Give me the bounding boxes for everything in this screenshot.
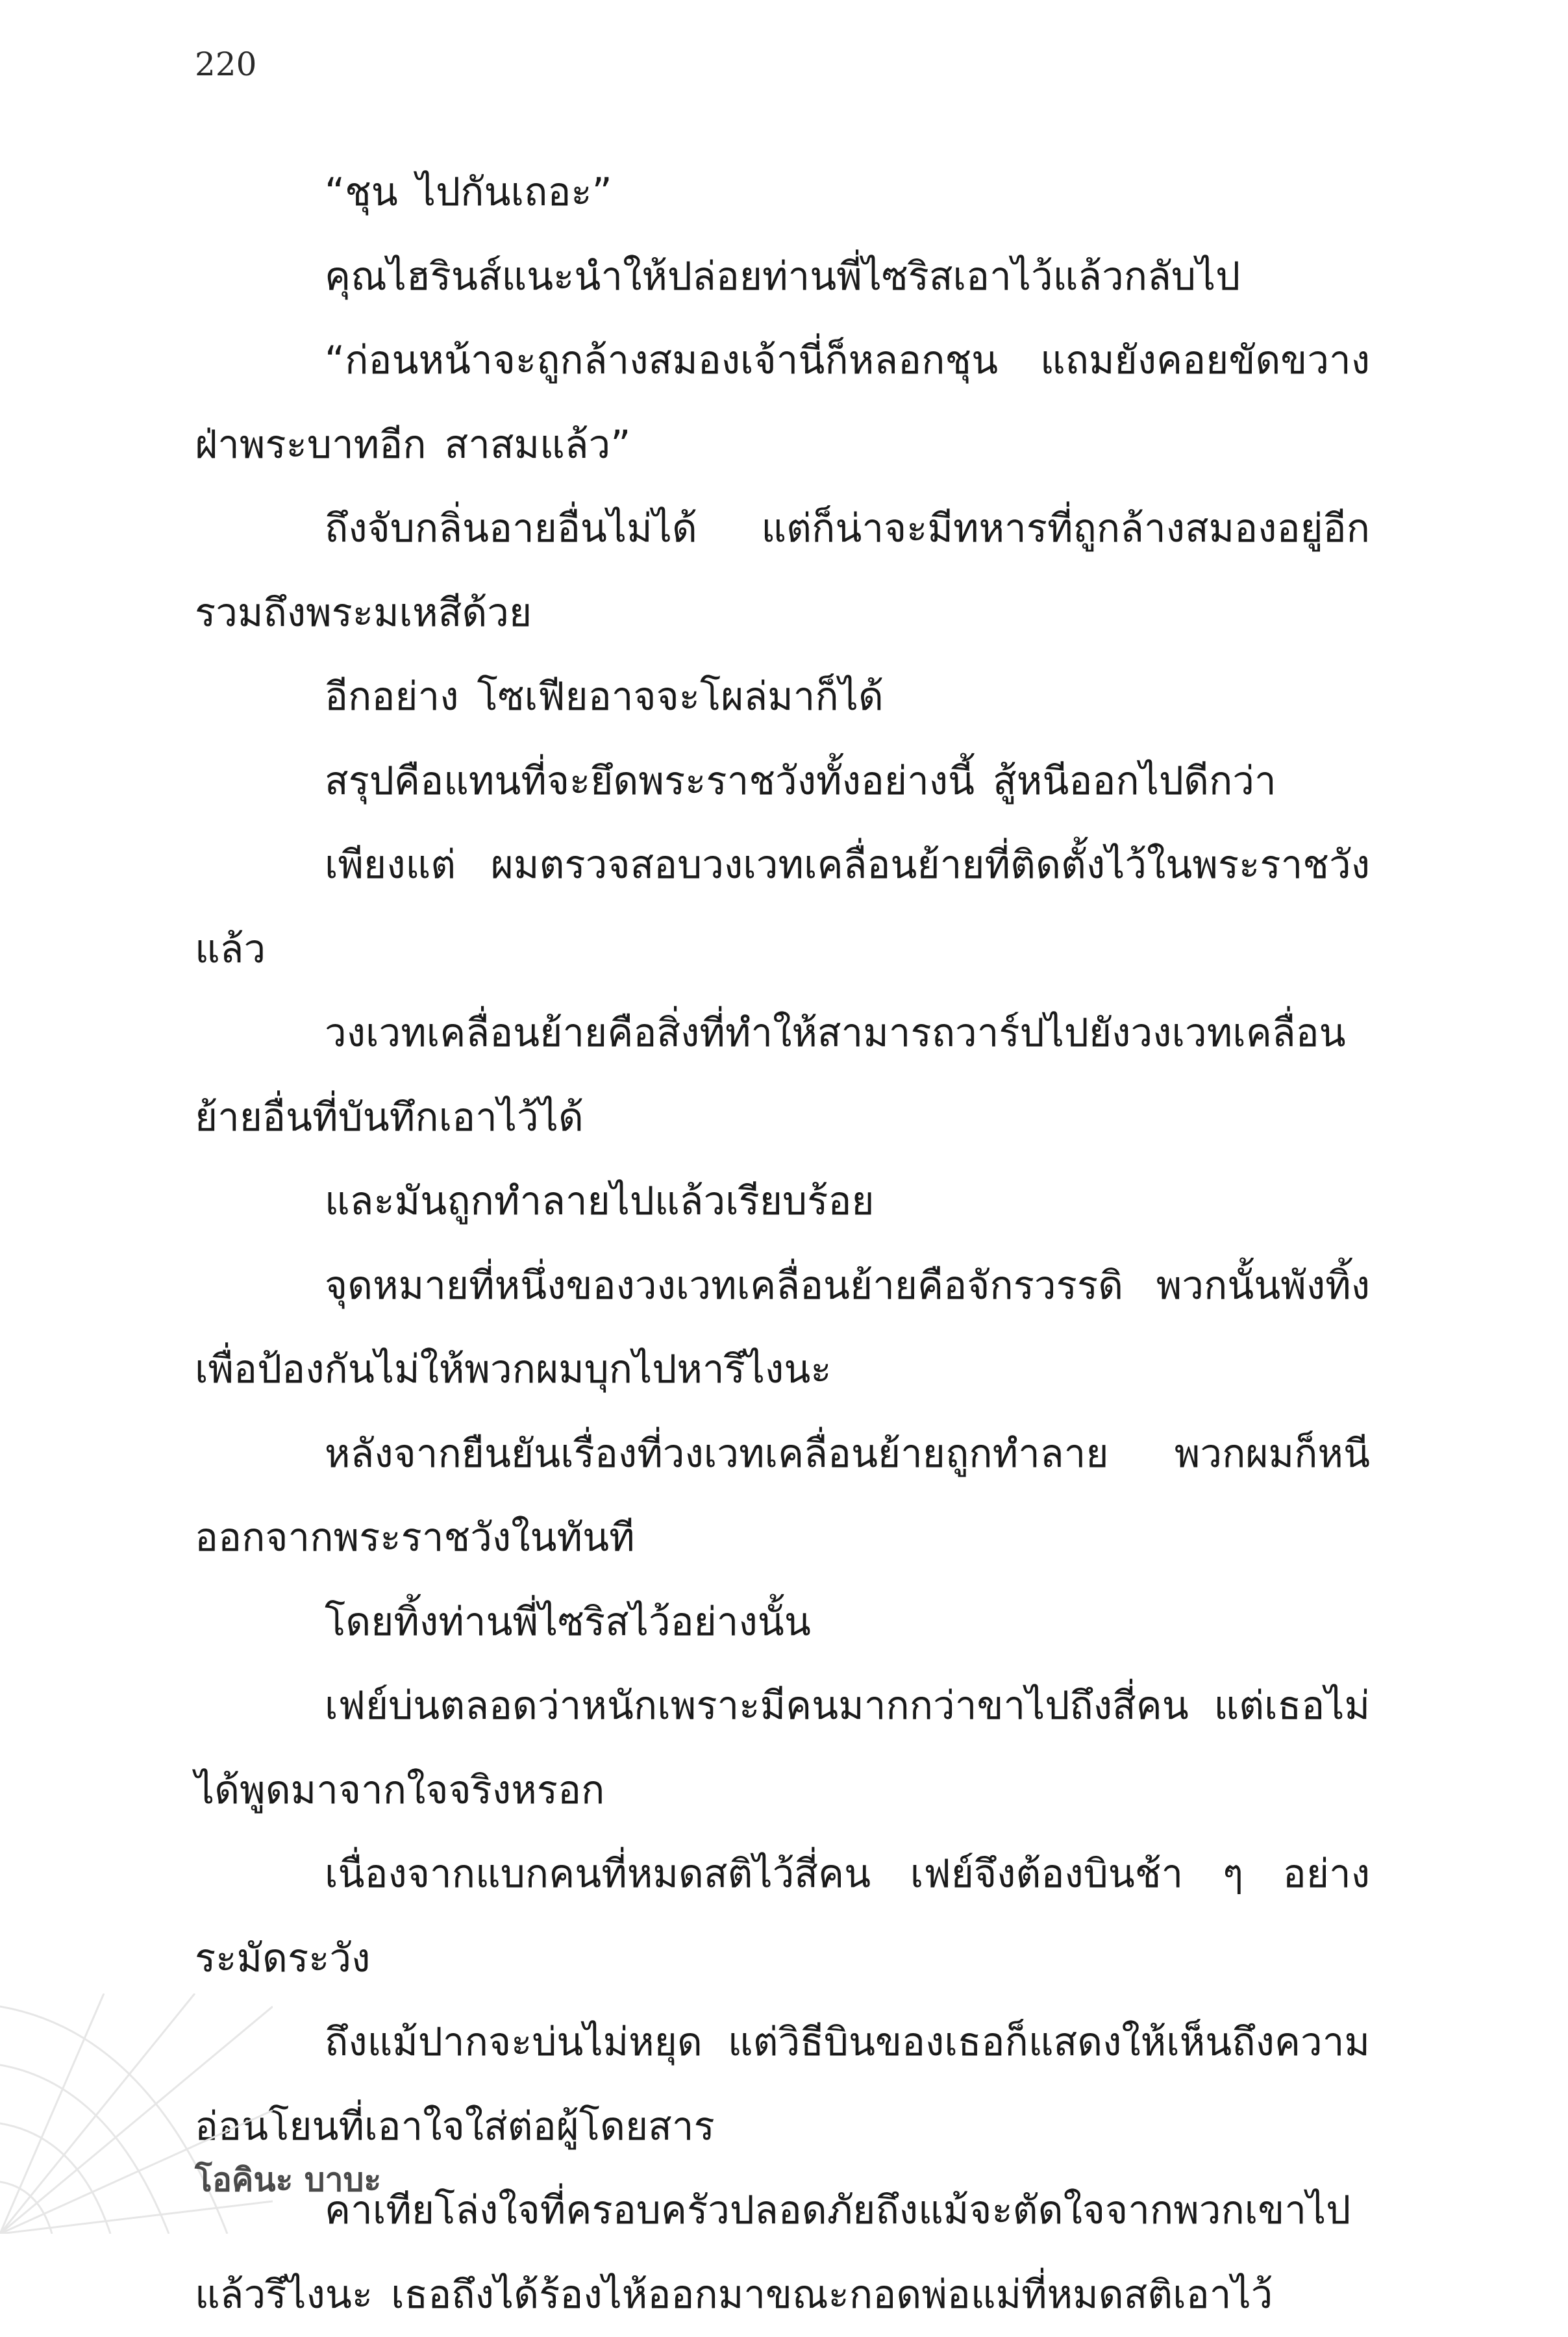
paragraph: คาเทียโล่งใจที่ครอบครัวปลอดภัยถึงแม้จะตัดใจจากพวกเขาไปแล้วรึไงนะ เธอถึงได้ร้องไห้ออกมาขณะกอดพ่อแม่ที่หมดสติเอาไว้: [195, 2188, 1351, 2318]
paragraph: และมันถูกทำลายไปแล้วเรียบร้อย: [325, 1179, 875, 1224]
paragraph: คุณไฮรินส์แนะนำให้ปล่อยท่านพี่ไซริสเอาไว้แล้วกลับไป: [325, 253, 1241, 299]
page-number: 220: [195, 45, 257, 83]
paragraph: เพียงแต่ ผมตรวจสอบวงเวทเคลื่อนย้ายที่ติดตั้งไว้ในพระราชวังแล้ว: [195, 842, 1370, 972]
paragraph: จุดหมายที่หนึ่งของวงเวทเคลื่อนย้ายคือจักรวรรดิ พวกนั้นพังทิ้งเพื่อป้องกันไม่ให้พวกผมบุกไปหารึไงนะ: [195, 1262, 1370, 1392]
paragraph: อีกอย่าง โซเฟียอาจจะโผล่มาก็ได้: [325, 674, 884, 719]
footer-author: โอคินะ บาบะ: [195, 2161, 382, 2199]
paragraph: เนื่องจากแบกคนที่หมดสติไว้สี่คน เฟย์จึงต้องบินช้า ๆ อย่างระมัดระวัง: [195, 1851, 1370, 1981]
paragraph: “ก่อนหน้าจะถูกล้างสมองเจ้านี่ก็หลอกชุน แถมยังคอยขัดขวางฝ่าพระบาทอีก สาสมแล้ว”: [195, 338, 1370, 468]
body-text: [195, 151, 1370, 2337]
paragraph: วงเวทเคลื่อนย้ายคือสิ่งที่ทำให้สามารถวาร์ปไปยังวงเวทเคลื่อนย้ายอื่นที่บันทึกเอาไว้ได้: [195, 1010, 1346, 1140]
paragraph: ถึงแม้ปากจะบ่นไม่หยุด แต่วิธีบินของเธอก็แสดงให้เห็นถึงความอ่อนโยนที่เอาใจใส่ต่อผู้โดยสาร: [195, 2019, 1370, 2149]
paragraph: เฟย์บ่นตลอดว่าหนักเพราะมีคนมากกว่าขาไปถึงสี่คน แต่เธอไม่ได้พูดมาจากใจจริงหรอก: [195, 1683, 1370, 1813]
paragraph: สรุปคือแทนที่จะยึดพระราชวังทั้งอย่างนี้ สู้หนีออกไปดีกว่า: [325, 758, 1276, 804]
paragraph: “ชุน ไปกันเถอะ”: [325, 169, 612, 215]
paragraph: ถึงจับกลิ่นอายอื่นไม่ได้ แต่ก็น่าจะมีทหารที่ถูกล้างสมองอยู่อีกรวมถึงพระมเหสีด้วย: [195, 506, 1370, 636]
paragraph: โดยทิ้งท่านพี่ไซริสไว้อย่างนั้น: [325, 1599, 811, 1645]
paragraph: หลังจากยืนยันเรื่องที่วงเวทเคลื่อนย้ายถูกทำลาย พวกผมก็หนีออกจากพระราชวังในทันที: [195, 1431, 1370, 1560]
